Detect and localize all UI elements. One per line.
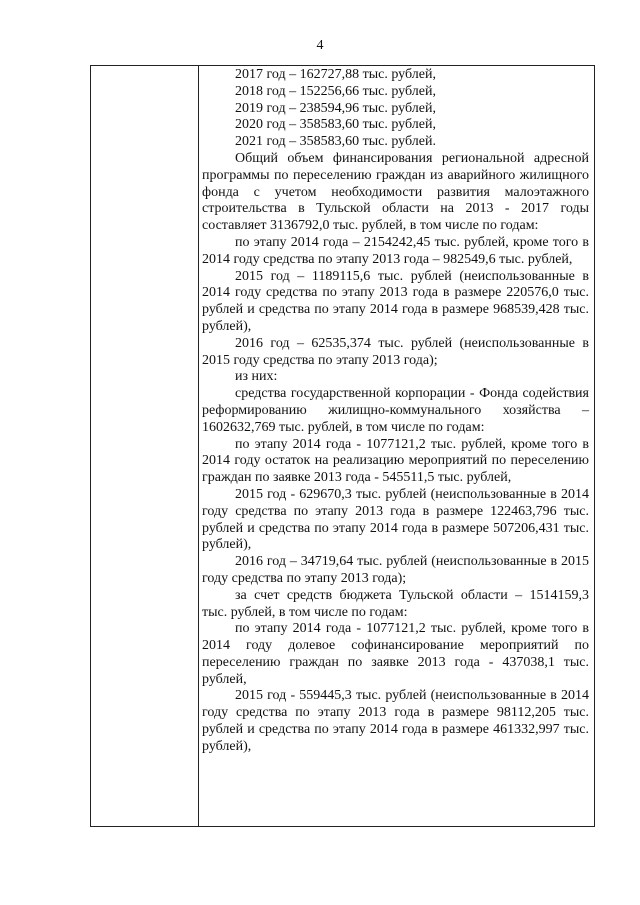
fund-stage-2014-paragraph: по этапу 2014 года - 1077121,2 тыс. рублей, кроме того в 2014 году остаток на реализацию мероприятий по переселению граждан по заявке 2013 года - 545511,5 тыс. рублей, bbox=[202, 436, 589, 486]
total-funding-paragraph: Общий объем финансирования региональной адресной программы по переселению граждан из аварийного жилищного фонда с учетом необходимости развития малоэтажного строительства в Тульской области на 2013 - 2017 годы составляет 3136792,0 тыс. рублей, в том числе по годам: bbox=[202, 150, 589, 234]
fund-funding-paragraph: средства государственной корпорации - Фонда содействия реформированию жилищно-коммунального хозяйства – 1602632,769 тыс. рублей, в том числе по годам: bbox=[202, 386, 589, 435]
funding-2017: 2017 год – 162727,88 тыс. рублей, bbox=[235, 67, 436, 82]
budget-2015-paragraph: 2015 год - 559445,3 тыс. рублей (неиспользованные в 2014 году средства по этапу 2013 года в размере 98112,205 тыс. рублей и средства по этапу 2014 года в размере 461332,997 тыс. рублей), bbox=[202, 688, 589, 754]
year-2016-paragraph: 2016 год – 62535,374 тыс. рублей (неиспользованные в 2015 году средства по этапу 2013 года); bbox=[202, 335, 589, 368]
column-divider bbox=[198, 66, 199, 826]
regional-budget-paragraph: за счет средств бюджета Тульской области – 1514159,3 тыс. рублей, в том числе по годам: bbox=[202, 587, 589, 620]
funding-2021: 2021 год – 358583,60 тыс. рублей. bbox=[235, 134, 436, 150]
content-table bbox=[90, 65, 595, 827]
budget-stage-2014-paragraph: по этапу 2014 года - 1077121,2 тыс. рублей, кроме того в 2014 году долевое софинансирование мероприятий по переселению граждан по заявке 2013 года - 437038,1 тыс. рублей, bbox=[202, 621, 589, 687]
fund-2015-paragraph: 2015 год - 629670,3 тыс. рублей (неиспользованные в 2014 году средства по этапу 2013 года в размере 122463,796 тыс. рублей и средства по этапу 2014 года в размере 507206,431 тыс. рублей), bbox=[202, 486, 589, 553]
right-column-text bbox=[202, 67, 589, 756]
fund-2016-paragraph: 2016 год – 34719,64 тыс. рублей (неиспользованные в 2015 году средства по этапу 2013 года); bbox=[202, 554, 589, 586]
funding-2019: 2019 год – 238594,96 тыс. рублей, bbox=[235, 100, 436, 116]
funding-2020: 2020 год – 358583,60 тыс. рублей, bbox=[235, 117, 436, 133]
of-which-label: из них: bbox=[235, 369, 278, 385]
year-2015-paragraph: 2015 год – 1189115,6 тыс. рублей (неиспользованные в 2014 году средства по этапу 2013 года в размере 220576,0 тыс. рублей и средства по этапу 2014 года в размере 968539,428 тыс. рублей), bbox=[202, 268, 589, 334]
page-number: 4 bbox=[316, 38, 324, 53]
funding-2018: 2018 год – 152256,66 тыс. рублей, bbox=[235, 83, 436, 99]
stage-2014-paragraph: по этапу 2014 года – 2154242,45 тыс. рублей, кроме того в 2014 году средства по этапу 2013 года – 982549,6 тыс. рублей, bbox=[202, 234, 589, 267]
